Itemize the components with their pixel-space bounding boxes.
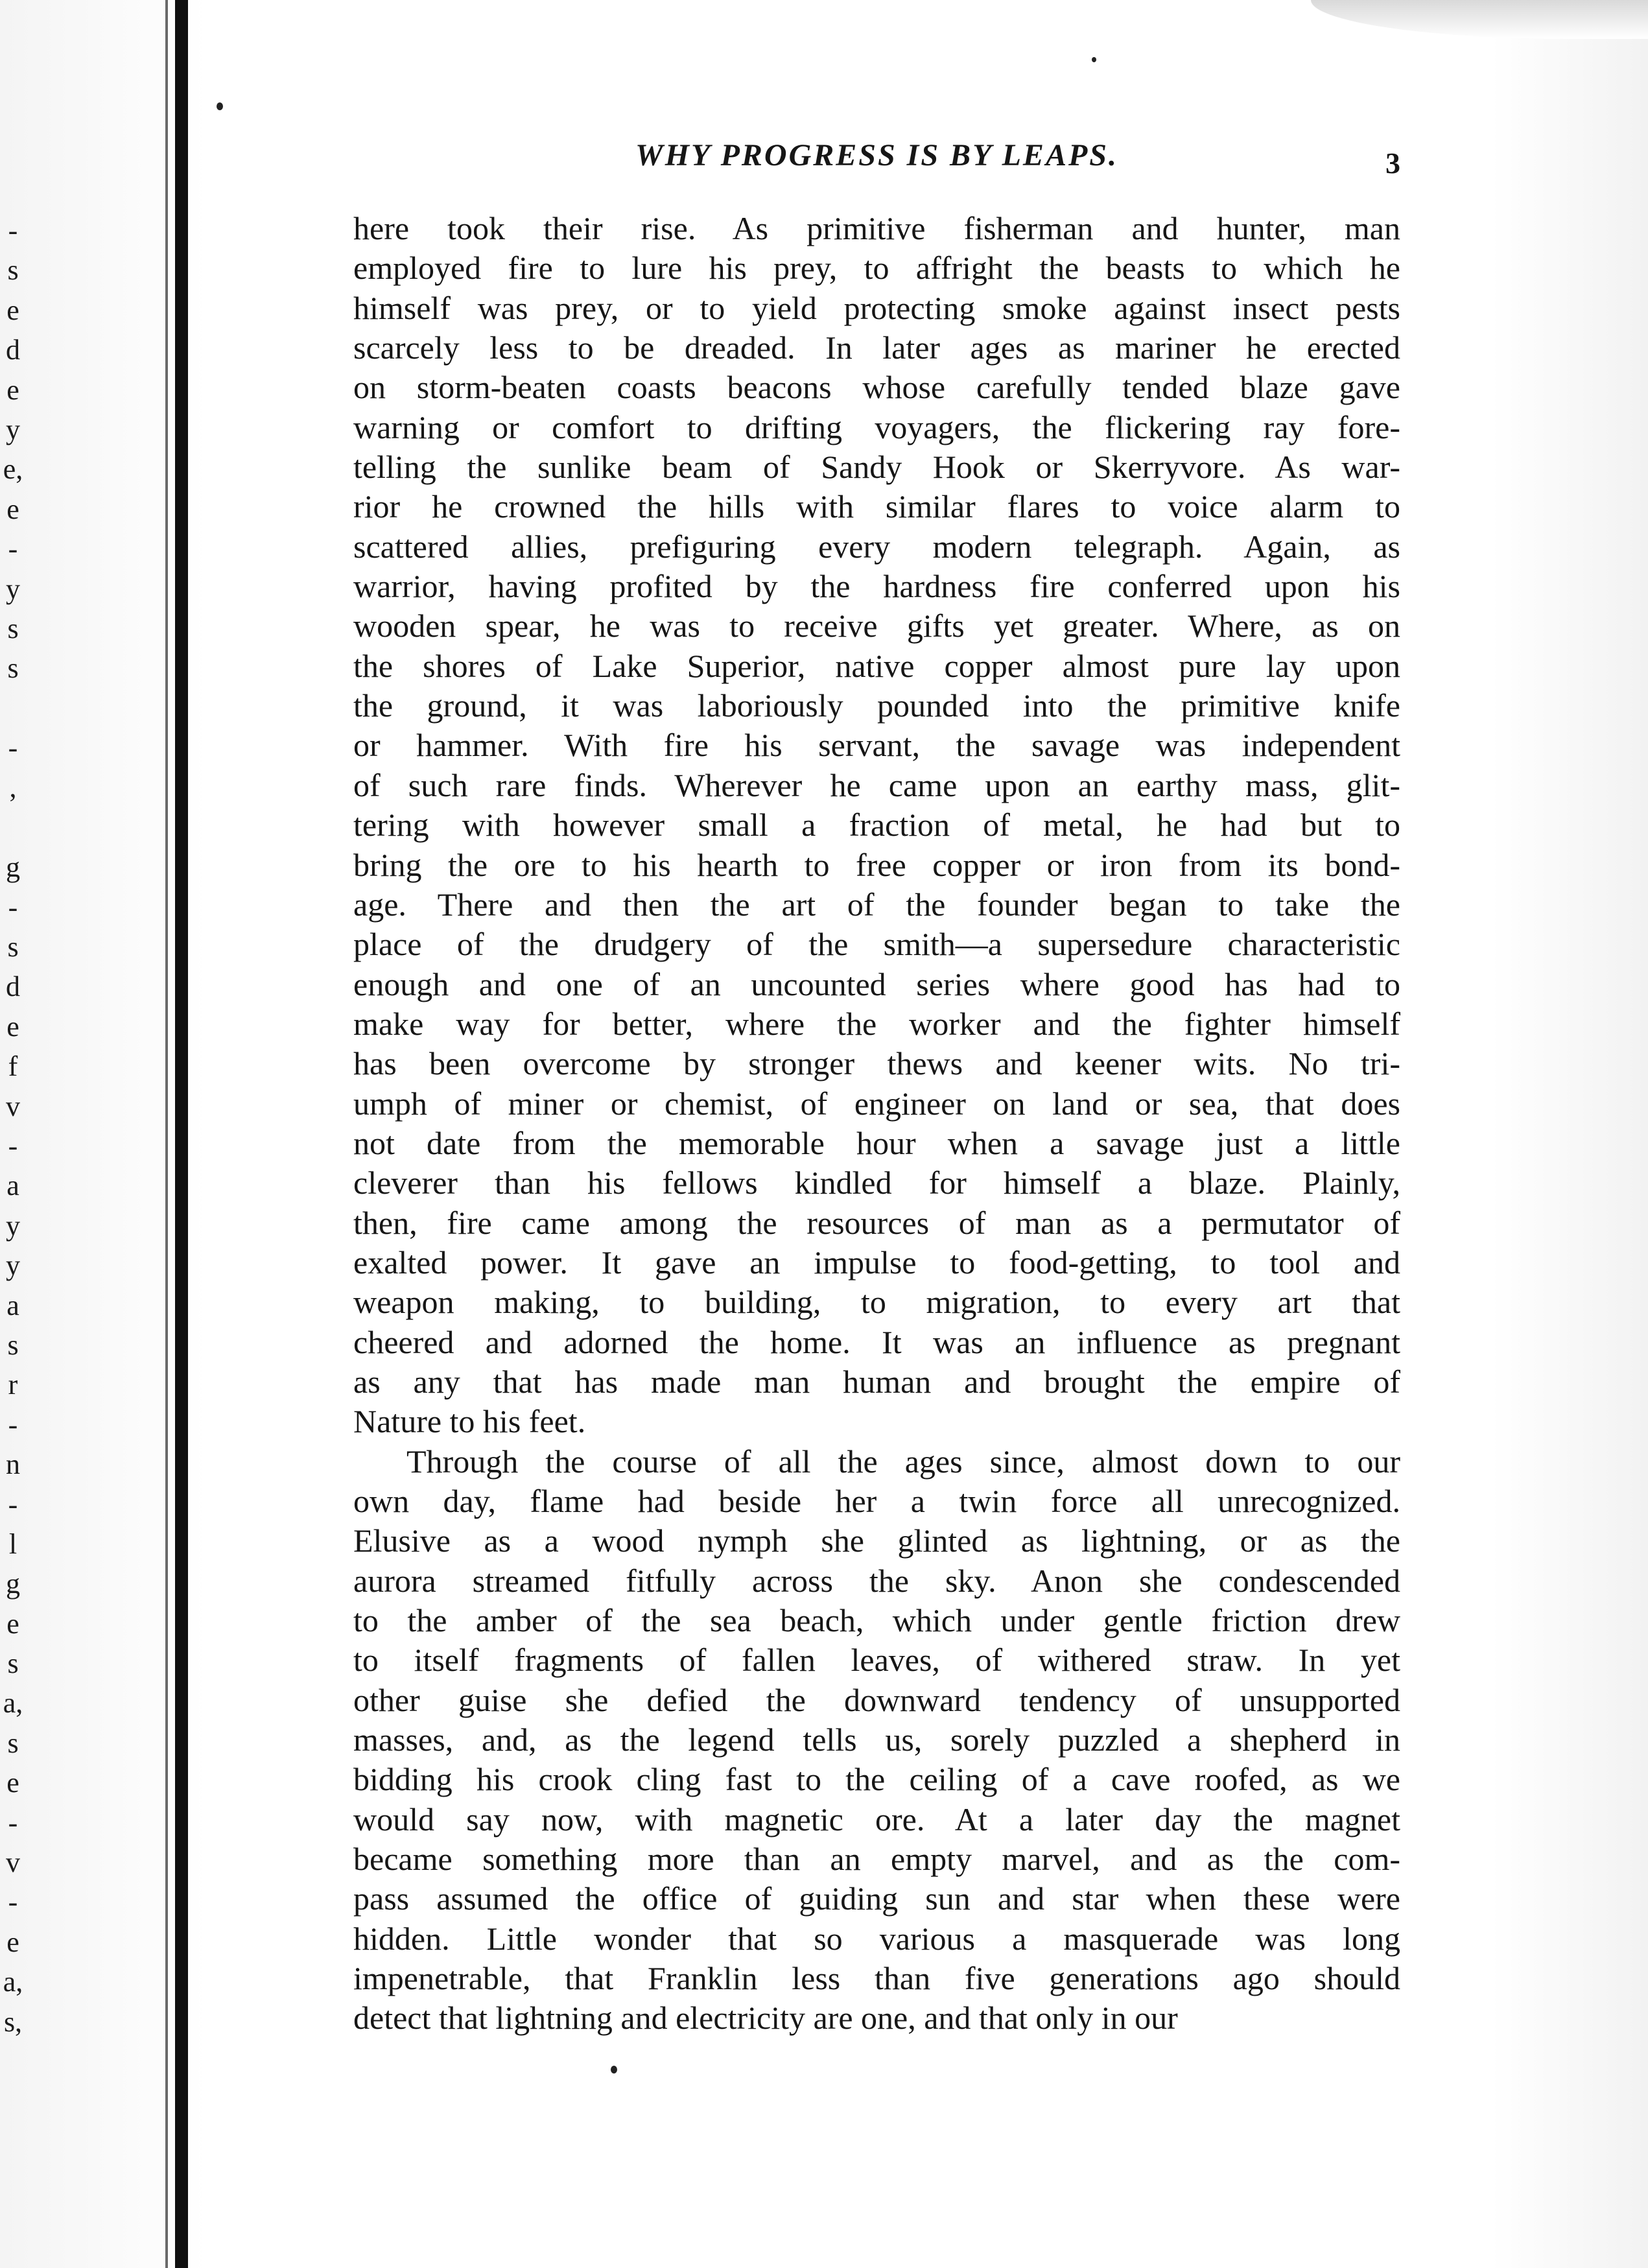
margin-fragment: - [8,533,18,565]
text-line: cleverer than his fellows kindled for himself a blaze. Plainly, [353,1164,1400,1201]
text-line: to the amber of the sea beach, which under gentle friction drew [353,1602,1400,1639]
margin-fragment: e [6,1607,19,1640]
margin-fragment: g [6,851,20,884]
margin-fragment: - [8,1129,18,1162]
text-line: became something more than an empty marvel, and as the com- [353,1841,1400,1878]
margin-fragment: e [6,1010,19,1043]
margin-fragment: e [6,1926,19,1958]
scan-speck [611,2066,617,2073]
text-line: rior he crowned the hills with similar flares to voice alarm to [353,488,1400,525]
margin-fragment: n [6,1448,20,1481]
margin-fragment: s [7,1648,19,1680]
text-line: to itself fragments of fallen leaves, of withered straw. In yet [353,1642,1400,1679]
text-line: pass assumed the office of guiding sun and star when these were [353,1880,1400,1917]
text-line: would say now, with magnetic ore. At a later day the magnet [353,1801,1400,1837]
margin-fragment: - [8,1806,18,1839]
binding-edge [175,0,188,2268]
margin-fragment: r [8,1369,18,1401]
text-line: the shores of Lake Superior, native copper almost pure lay upon [353,647,1400,684]
margin-fragment [0,808,26,847]
text-line: hidden. Little wonder that so various a masquerade was long [353,1920,1400,1957]
margin-fragment: - [8,1886,18,1919]
text-line: enough and one of an uncounted series where good has had to [353,965,1400,1002]
body-text [353,209,1400,2038]
text-line: own day, flame had beside her a twin force all unrecognized. [353,1483,1400,1519]
page-header [353,130,1400,182]
margin-fragment: s, [3,2005,23,2038]
text-line: masses, and, as the legend tells us, sorely puzzled a shepherd in [353,1721,1400,1758]
margin-fragment: - [8,732,18,764]
paragraph [353,1442,1400,2038]
margin-fragment: s [7,1329,19,1361]
margin-fragment: a, [3,1966,23,1998]
margin-fragment: l [8,1528,18,1560]
margin-fragment: s [7,254,19,287]
text-line: Elusive as a wood nymph she glinted as lightning, or as the [353,1522,1400,1559]
margin-fragment: , [9,772,17,804]
text-line: bring the ore to his hearth to free copper or iron from its bond- [353,846,1400,883]
margin-fragment: e [6,373,19,406]
text-line: on storm-beaten coasts beacons whose carefully tended blaze gave [353,369,1400,406]
text-line: warrior, having profited by the hardness fire conferred upon his [353,568,1400,605]
text-line: of such rare finds. Wherever he came upon an earthy mass, glit- [353,766,1400,803]
text-line: himself was prey, or to yield protecting smoke against insect pests [353,289,1400,326]
page-number: 3 [1385,147,1400,180]
text-line: telling the sunlike beam of Sandy Hook or Skerryvore. As war- [353,449,1400,486]
text-line: the ground, it was laboriously pounded into the primitive knife [353,687,1400,724]
text-line: as any that has made man human and brought the empire of [353,1363,1400,1400]
paragraph [353,209,1400,1442]
text-line: weapon making, to building, to migration, to every art that [353,1284,1400,1321]
margin-fragment: v [6,1847,20,1879]
margin-fragment: a [6,1289,19,1321]
text-line: wooden spear, he was to receive gifts yet greater. Where, as on [353,608,1400,644]
margin-fragment: - [8,1488,18,1520]
margin-fragment: g [6,1568,20,1600]
running-head: WHY PROGRESS IS BY LEAPS. [635,138,1118,172]
margin-fragment: - [8,215,18,246]
text-line: age. There and then the art of the founder began to take the [353,886,1400,923]
margin-fragment: e, [3,453,23,486]
text-line: has been overcome by stronger thews and keener wits. No tri- [353,1045,1400,1082]
text-line: place of the drudgery of the smith—a supersedure characteristic [353,926,1400,963]
margin-fragment: s [7,1727,19,1759]
text-line: scattered allies, prefiguring every modern telegraph. Again, as [353,528,1400,565]
text-line: not date from the memorable hour when a savage just a little [353,1124,1400,1161]
text-line: then, fire came among the resources of man as a permutator of [353,1204,1400,1241]
text-line: warning or comfort to drifting voyagers, the flickering ray fore- [353,408,1400,445]
margin-fragment [0,689,26,728]
margin-fragment: d [6,334,20,366]
text-line: cheered and adorned the home. It was an influence as pregnant [353,1323,1400,1360]
text-line: tering with however small a fraction of metal, he had but to [353,807,1400,844]
text-line: or hammer. With fire his servant, the savage was independent [353,727,1400,764]
text-line: bidding his crook cling fast to the ceiling of a cave roofed, as we [353,1761,1400,1798]
margin-fragment: f [8,1050,18,1083]
margin-fragment: s [7,612,19,644]
margin-fragment: - [8,891,18,923]
margin-fragment: a, [3,1687,23,1719]
text-line: exalted power. It gave an impulse to food-getting, to tool and [353,1244,1400,1281]
scan-speck [217,102,223,110]
binding-edge-thin [165,0,168,2268]
text-line: umph of miner or chemist, of engineer on land or sea, that does [353,1085,1400,1122]
margin-fragment: y [6,573,20,605]
text-line: Through the course of all the ages since, almost down to our [406,1443,1400,1480]
margin-fragment: d [6,971,20,1003]
text-line: detect that lightning and electricity are one, and that only in our [353,2000,1178,2037]
text-line: other guise she defied the downward tendency of unsupported [353,1681,1400,1718]
text-line: make way for better, where the worker and the fighter himself [353,1005,1400,1042]
text-line: Nature to his feet. [353,1403,586,1440]
margin-fragment: e [6,493,19,525]
margin-fragment: y [6,1249,20,1282]
margin-fragment: - [8,1408,18,1441]
text-line: aurora streamed fitfully across the sky. Anon she condescended [353,1562,1400,1599]
text-line: impenetrable, that Franklin less than five generations ago should [353,1960,1400,1997]
text-line: here took their rise. As primitive fisherman and hunter, man [353,210,1400,246]
margin-fragment: s [7,931,19,963]
text-line: scarcely less to be dreaded. In later ages as mariner he erected [353,329,1400,366]
scan-speck [1092,57,1096,62]
previous-page-margin [0,211,26,2042]
margin-fragment: v [6,1090,20,1122]
margin-fragment: s [7,652,19,685]
margin-fragment: e [6,1767,19,1799]
margin-fragment: a [6,1170,19,1202]
margin-fragment: y [6,1209,20,1242]
text-line: employed fire to lure his prey, to affright the beasts to which he [353,250,1400,287]
margin-fragment: e [6,294,19,326]
margin-fragment: y [6,413,20,445]
